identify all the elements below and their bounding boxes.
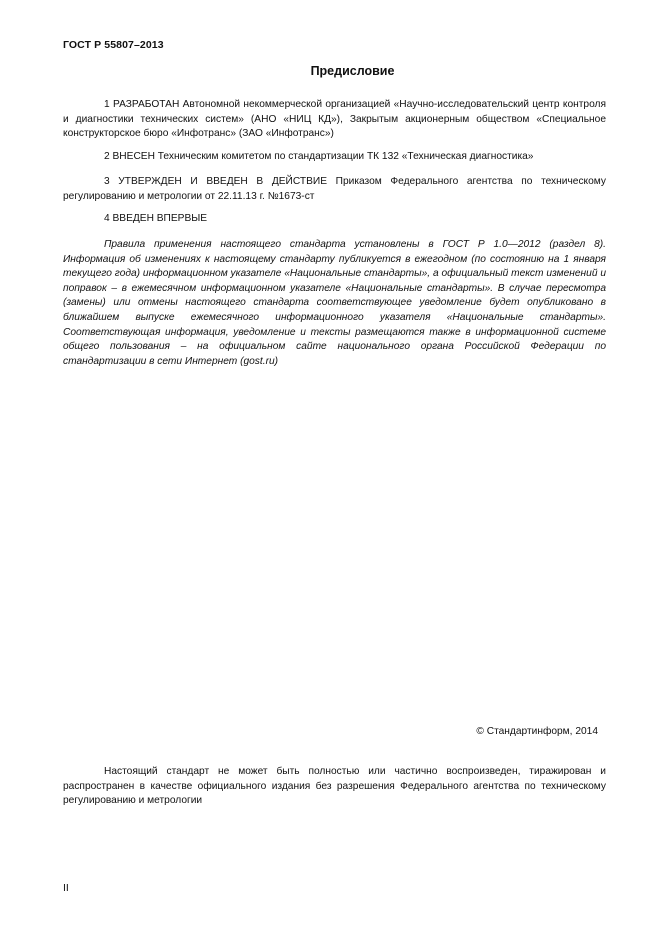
standard-id-header: ГОСТ Р 55807–2013: [63, 39, 164, 51]
page-title: Предисловие: [310, 64, 395, 78]
paragraph-approved: 3 УТВЕРЖДЕН И ВВЕДЕН В ДЕЙСТВИЕ Приказом Федерального агентства по техническому регулированию и метрологии от 22.11.13 г. №1673-ст: [63, 176, 606, 202]
paragraph-first-introduced: 4 ВВЕДЕН ВПЕРВЫЕ: [104, 213, 208, 224]
paragraph-introduced-by: 2 ВНЕСЕН Техническим комитетом по стандартизации ТК 132 «Техническая диагностика»: [104, 151, 534, 162]
page-number: II: [63, 882, 69, 894]
reproduction-notice: Настоящий стандарт не может быть полностью или частично воспроизведен, тиражирован и распространен в качестве официального издания без разрешения Федерального агентства по техническому регулированию и метрологии: [63, 766, 606, 807]
copyright-notice: © Стандартинформ, 2014: [476, 726, 598, 737]
paragraph-application-rules: Правила применения настоящего стандарта установлены в ГОСТ Р 1.0—2012 (раздел 8). Информация об изменениях к настоящему стандарту публикуется в ежегодном (по состоянию на 1 января текущего года) информационном указателе «Национальные стандарты», а официальный текст изменений и поправок – в ежемесячном информационном указателе «Национальные стандарты». В случае пересмотра (замены) или отмены настоящего стандарта соответствующее уведомление будет опубликовано в ближайшем выпуске ежемесячного информационного указателя «Национальные стандарты». Соответствующая информация, уведомление и тексты размещаются также в информационной системе общего пользования – на официальном сайте национального органа Российской Федерации по стандартизации в сети Интернет (gost.ru): [63, 239, 606, 367]
paragraph-developed-by: 1 РАЗРАБОТАН Автономной некоммерческой организацией «Научно-исследовательский центр контроля и диагностики технических систем» (АНО «НИЦ КД»), Закрытым акционерным обществом «Специальное конструкторское бюро «Инфотранс» (ЗАО «Инфотранс»): [63, 99, 606, 140]
